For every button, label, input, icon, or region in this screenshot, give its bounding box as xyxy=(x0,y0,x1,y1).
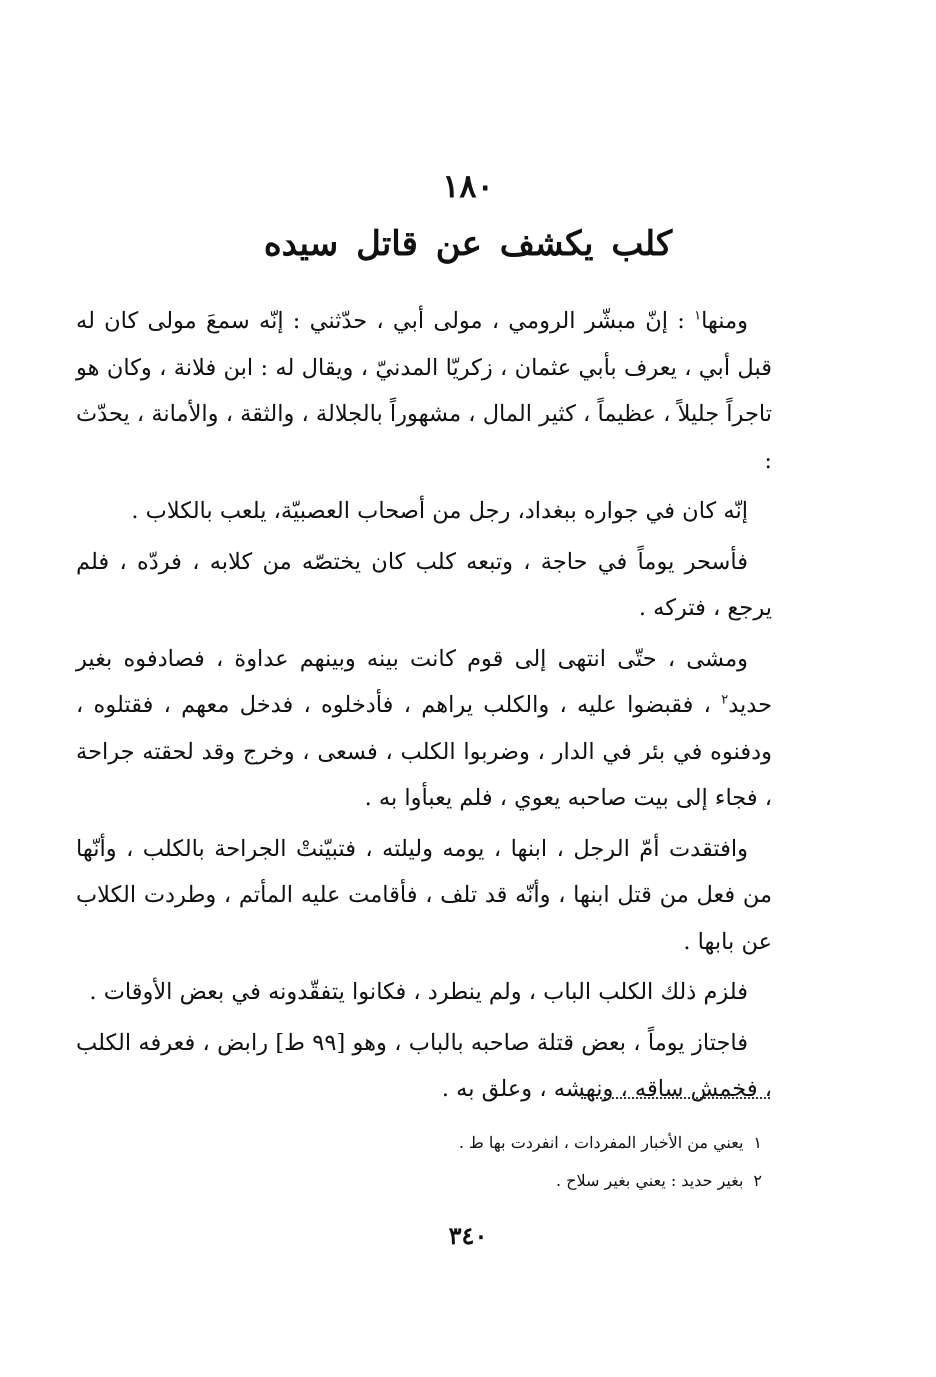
paragraph-7: فاجتاز يوماً ، بعض قتلة صاحبه بالباب ، وهو [٩٩ ط] رابض ، فعرفه الكلب ، فخمش ساقه ، ونهشه ، وعلق به . xyxy=(76,1029,772,1102)
footnote-text: يعني من الأخبار المفردات ، انفردت بها ط . xyxy=(458,1133,744,1152)
paragraph-5: وافتقدت أمّ الرجل ، ابنها ، يومه وليلته ، فتبيّنتْ الجراحة بالكلب ، وأنّها من فعل من قتل ابنها ، وأنّه قد تلف ، فأقامت عليه المأتم ، وطردت الكلاب عن بابها . xyxy=(76,835,772,955)
page-number: ٣٤٠ xyxy=(448,1221,488,1250)
footnote-number: ٢ xyxy=(753,1171,762,1190)
paragraph-text: : إنّ مبشّر الرومي ، مولى أبي ، حدّثني : إنّه سمعَ مولى كان له قبل أبي ، يعرف بأبي عثمان ، زكريّا المدنيّ ، ويقال له : ابن فلانة ، وكان هو تاجراً جليلاً ، عظيماً ، كثير المال ، مشهوراً بالجلالة ، والثقة ، والأمانة ، يحدّث : xyxy=(76,308,772,474)
footnote-text: بغير حديد : يعني بغير سلاح . xyxy=(556,1171,744,1190)
footnote-number: ١ xyxy=(753,1133,762,1152)
story-title: كلب يكشف عن قاتل سيده xyxy=(263,224,673,264)
paragraph-text: ، فقبضوا عليه ، والكلب يراهم ، فأدخلوه ، فدخل معهم ، فقتلوه ، ودفنوه في بئر في الدار ، وضربوا الكلب ، فسعى ، وخرج وقد لحقته جراحة ، فجاء إلى بيت صاحبه يعوي ، فلم يعبأوا به . xyxy=(76,692,772,811)
paragraph-3: فأسحر يوماً في حاجة ، وتبعه كلب كان يختصّه من كلابه ، فردّه ، فلم يرجع ، فتركه . xyxy=(76,548,772,621)
paragraph-6: فلزم ذلك الكلب الباب ، ولم ينطرد ، فكانوا يتفقّدونه في بعض الأوقات . xyxy=(89,979,748,1005)
footnote-ref-2: ٢ xyxy=(721,692,729,708)
paragraph-text: ومنها xyxy=(701,308,748,334)
footnote-divider xyxy=(581,1097,770,1099)
footnote-1 xyxy=(76,1124,772,1162)
story-number: ١٨٠ xyxy=(442,167,494,205)
paragraph-2: إنّه كان في جواره ببغداد، رجل من أصحاب العصبيّة، يلعب بالكلاب . xyxy=(131,498,748,524)
footnote-ref-1: ١ xyxy=(694,308,702,324)
paragraph-text: ومشى ، حتّى انتهى إلى قوم كانت بينه وبينهم عداوة ، فصادفوه بغير حديد xyxy=(76,645,772,718)
footnotes xyxy=(76,1124,772,1200)
paragraph-1 xyxy=(76,298,772,484)
story-body xyxy=(76,298,772,1113)
paragraph-4 xyxy=(76,636,772,822)
footnote-2 xyxy=(76,1162,772,1200)
